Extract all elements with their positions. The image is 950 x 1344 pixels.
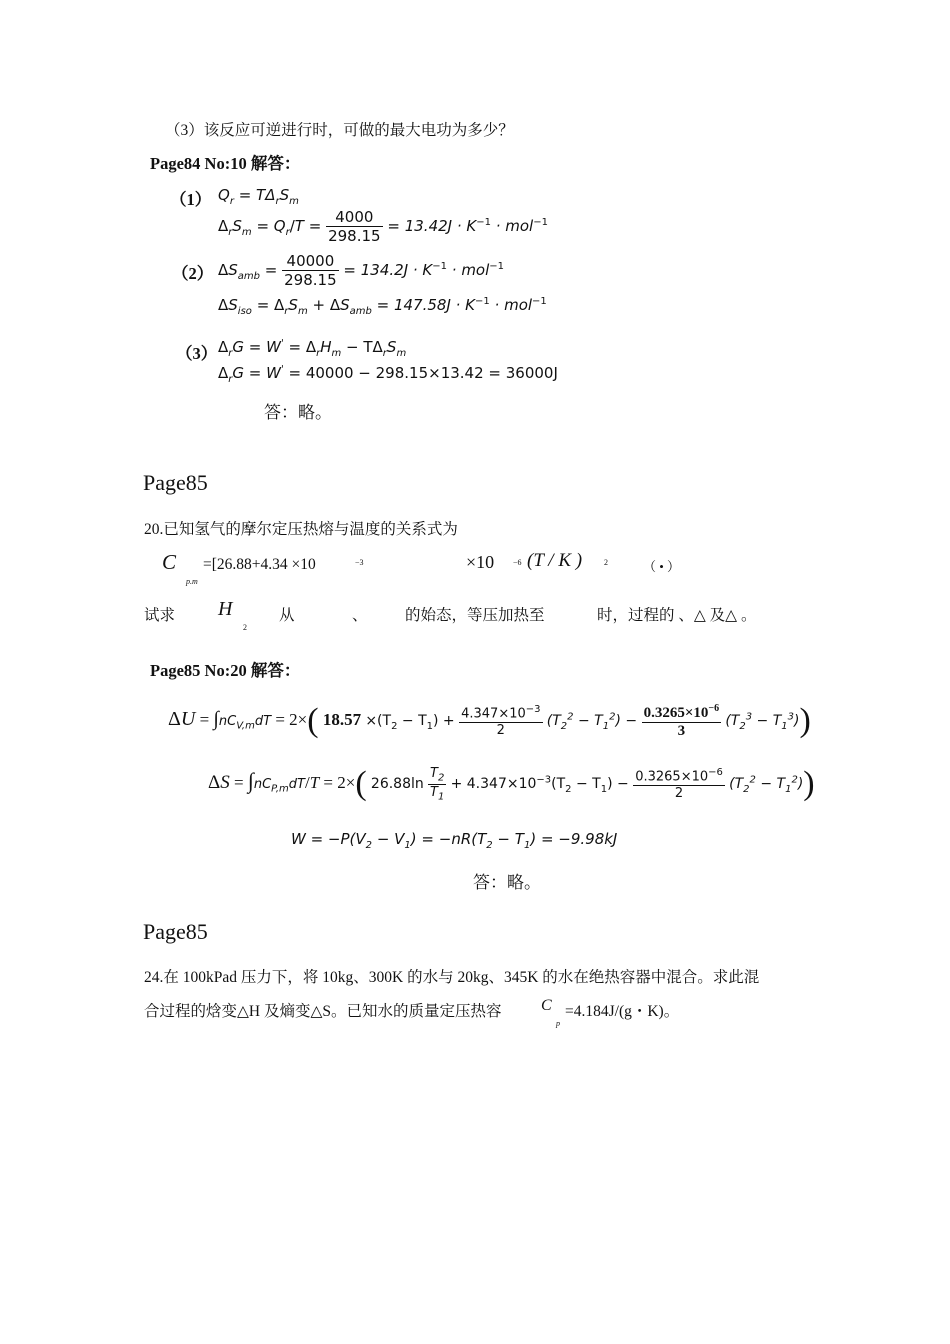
part-3-label: （3） xyxy=(176,344,218,363)
q20-ask-3: 、 xyxy=(352,607,368,624)
equation-3a: $\Delta_rG = W' = \Delta_rH_m - T\Delta_rS_m$ xyxy=(218,338,407,359)
equation-3b: $\Delta_rG = W' = 40000 - 298.15\times 13.42 = 36000J$ xyxy=(218,364,558,385)
q20-ask-2: 从 xyxy=(279,607,295,624)
equation-work: $W = -P(V_2 - V_1) = -nR(T_2 - T_1) = -9.98kJ$ xyxy=(291,830,618,851)
question-24-line-2: 合过程的焓变△H 及熵变△S。已知水的质量定压热容 xyxy=(144,1003,502,1020)
q20-ask-1: 试求 xyxy=(144,607,176,624)
part-1-label: （1） xyxy=(170,190,212,209)
q20-cp-formula: =[26.88+4.34 ×10 xyxy=(203,556,316,573)
q20-square: 2 xyxy=(604,558,608,567)
solution-85-header: Page85 No:20 解答： xyxy=(150,661,301,680)
q20-ten-2: ×10 xyxy=(466,552,495,572)
equation-1a: $Q_r = T\Delta_rS_m$ xyxy=(218,186,299,207)
q20-t-over-k: (T / K ) xyxy=(527,550,583,571)
equation-1b: $\Delta_rS_m = Q_r/T$ = $\frac{4000}{298.15}$ = $13.42J \cdot K^{-1} \cdot mol^{-1}$ xyxy=(218,208,548,245)
answer-brief-2: 答：略。 xyxy=(473,873,541,892)
question-3-text: （3）该反应可逆进行时，可做的最大电功为多少？ xyxy=(165,122,514,139)
q20-h2-sub: 2 xyxy=(243,623,247,632)
q20-ask-5: 时，过程的 、△ 及△ 。 xyxy=(597,607,757,624)
page-heading-85-a: Page85 xyxy=(143,470,208,495)
q24-cp-value: =4.184J/(g・K)。 xyxy=(565,1003,680,1020)
equation-2a: $\Delta S_{amb}$ = $\frac{40000}{298.15}$ = $134.2J \cdot K^{-1} \cdot mol^{-1}$ xyxy=(218,252,505,289)
q20-exp-1: −3 xyxy=(355,558,364,567)
q20-units-paren: （ • ） xyxy=(643,559,681,574)
question-20-text: 20.已知氢气的摩尔定压热熔与温度的关系式为 xyxy=(144,521,458,538)
q20-h2: H xyxy=(218,598,233,620)
equation-delta-u: $\Delta U = \int nC_{V,m}dT = 2\times$( $18.57 \times(T_2 - T_1)$ + $\frac{4.347\times 10^{-3}}{2}$ $(T_2^2 - T_1^2)$ − $\frac{0.3265\times 10^{-6}}{3}$ $(T_2^3 - T_1^3)$) xyxy=(168,702,811,739)
q20-cp-expression: C xyxy=(162,550,177,574)
q20-exp-2: −6 xyxy=(513,558,522,567)
page-heading-85-b: Page85 xyxy=(143,919,208,944)
q20-cp-subscript: p.m xyxy=(186,577,198,586)
q24-cp-c: C xyxy=(541,997,552,1014)
equation-delta-s: $\Delta S = \int nC_{P,m}dT/T = 2\times$( 26.88ln $\frac{T_2}{T_1}$ + $4.347\times 10^{-3}(T_2 - T_1)$ − $\frac{0.3265\times 10^{-6}}{2}$ $(T_2^2 - T_1^2)$) xyxy=(208,765,815,803)
q24-cp-sub: p xyxy=(556,1019,560,1028)
answer-brief-1: 答：略。 xyxy=(264,403,332,422)
part-2-label: （2） xyxy=(172,264,214,283)
q20-ask-4: 的始态，等压加热至 xyxy=(405,607,545,624)
equation-2b: $\Delta S_{iso} = \Delta_rS_m + \Delta S_{amb} = 147.58J \cdot K^{-1} \cdot mol^{-1}$ xyxy=(218,296,547,317)
solution-84-header: Page84 No:10 解答： xyxy=(150,154,301,173)
question-24-line-1: 24.在 100kPad 压力下，将 10kg、300K 的水与 20kg、345K 的水在绝热容器中混合。求此混 xyxy=(144,969,760,986)
